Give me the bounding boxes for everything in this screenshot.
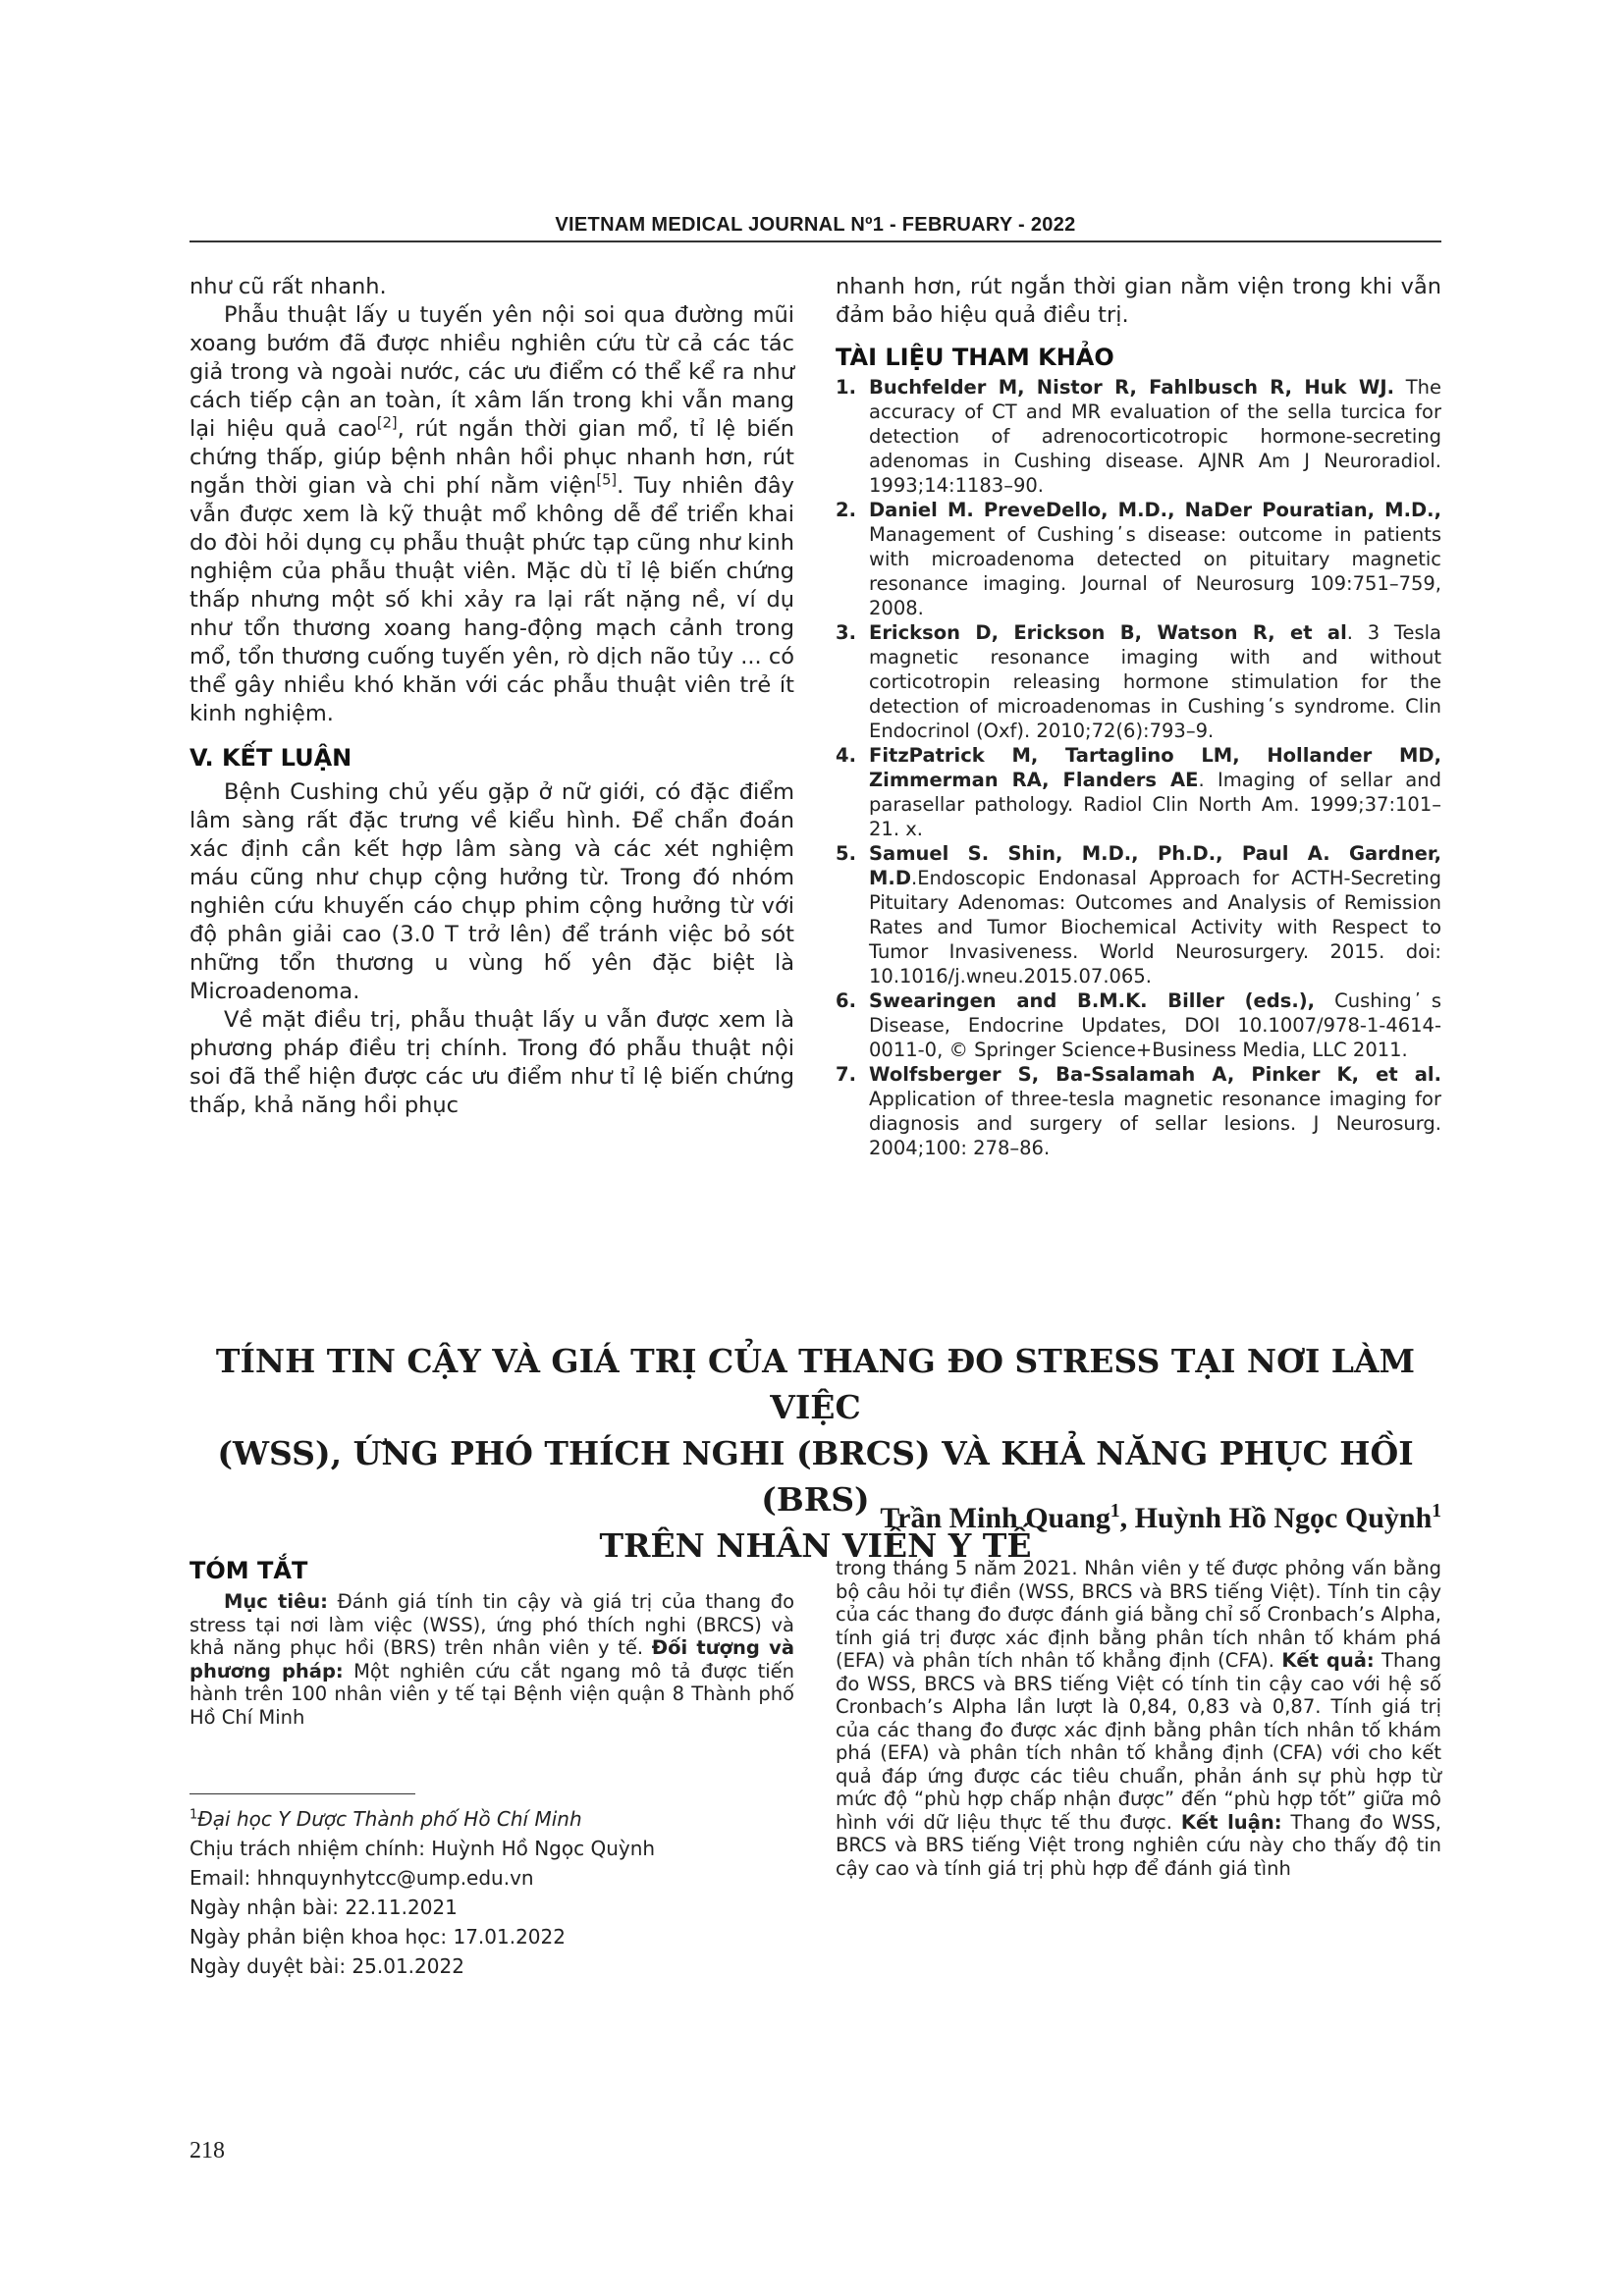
abstract-label: Đối tượng và phương pháp: bbox=[189, 1636, 794, 1682]
abstract-paragraph bbox=[836, 1557, 1441, 1880]
section-heading-conclusion: V. KẾT LUẬN bbox=[189, 744, 352, 772]
abstract-label: Kết quả: bbox=[1281, 1649, 1375, 1672]
footnote bbox=[189, 1804, 779, 1981]
summary-heading: TÓM TẮT bbox=[189, 1557, 308, 1584]
right-column bbox=[836, 273, 1441, 1160]
reference-item bbox=[836, 375, 1441, 498]
footnote-responsible: Chịu trách nhiệm chính: Huỳnh Hồ Ngọc Quỳnh bbox=[189, 1837, 656, 1860]
affiliation-text: Đại học Y Dược Thành phố Hồ Chí Minh bbox=[197, 1807, 582, 1831]
abstract-text: Đánh giá tính tin cậy và giá trị của thang đo stress tại nơi làm việc (WSS), ứng phó thích nghi (BRCS) và khả năng phục hồi (BRS) trên nhân viên y tế. bbox=[189, 1590, 795, 1659]
footnote-email: Email: hhnquynhytcc@ump.edu.vn bbox=[189, 1866, 534, 1890]
reference-authors: FitzPatrick M, Tartaglino LM, Hollander MD, Zimmerman RA, Flanders AE bbox=[869, 744, 1441, 791]
abstract-text: Một nghiên cứu cắt ngang mô tả được tiến hành trên 100 nhân viên y tế tại Bệnh viện quận 8 Thành phố Hồ Chí Minh bbox=[189, 1659, 794, 1729]
paragraph-text: , rút ngắn thời gian mổ, tỉ lệ biến chứng thấp, giúp bệnh nhân hồi phục nhanh hơn, rút ngắn thời gian và chi phí nằm viện bbox=[189, 416, 794, 499]
reference-text: Management of Cushing ̕s disease: outcome in patients with microadenoma detected on pituitary magnetic resonance imaging. Journal of Neurosurg 109:751–759, 2008. bbox=[869, 523, 1441, 619]
footnote-reviewed: Ngày phản biện khoa học: 17.01.2022 bbox=[189, 1925, 566, 1949]
reference-authors: Samuel S. Shin, M.D., Ph.D., Paul A. Gardner, M.D bbox=[869, 842, 1441, 889]
author-separator: , bbox=[1119, 1502, 1135, 1534]
reference-text: Application of three-tesla magnetic resonance imaging for diagnosis and surgery of sellar lesions. J Neurosurg. 2004;100: 278–86. bbox=[869, 1088, 1441, 1159]
author-name: Trần Minh Quang bbox=[880, 1502, 1110, 1534]
references-list bbox=[836, 375, 1441, 1160]
title-line: (WSS), ỨNG PHÓ THÍCH NGHI (BRCS) VÀ KHẢ NĂNG PHỤC HỒI (BRS) bbox=[217, 1434, 1414, 1519]
abstract-label: Kết luận: bbox=[1180, 1810, 1282, 1834]
footnote-accepted: Ngày duyệt bài: 25.01.2022 bbox=[189, 1954, 464, 1978]
paragraph-continued-right: nhanh hơn, rút ngắn thời gian nằm viện trong khi vẫn đảm bảo hiệu quả điều trị. bbox=[836, 274, 1441, 328]
paragraph-text: . Tuy nhiên đây vẫn được xem là kỹ thuật mổ không dễ để triển khai do đòi hỏi dụng cụ phẫu thuật phức tạp cũng như kinh nghiệm của phẫu thuật viên. Mặc dù tỉ lệ biến chứng thấp nhưng một số khi xảy ra lại rất nặng nề, ví dụ như tổn thương xoang hang-động mạch cảnh trong mổ, tổn thương cuống tuyến yên, rò dịch não tủy ... có thể gây nhiều khó khăn với các phẫu thuật viên trẻ ít kinh nghiệm. bbox=[189, 473, 794, 726]
reference-number: 2. bbox=[836, 499, 856, 521]
reference-item bbox=[836, 988, 1441, 1062]
page-number: 218 bbox=[189, 2138, 225, 2163]
authors bbox=[880, 1502, 1441, 1535]
reference-number: 1. bbox=[836, 376, 856, 399]
reference-number: 7. bbox=[836, 1063, 856, 1086]
citation-2: [2] bbox=[376, 414, 398, 432]
reference-text: The accuracy of CT and MR evaluation of the sella turcica for detection of adrenocorticotropic hormone-secreting adenomas in Cushing disease. AJNR Am J Neuroradiol. 1993;14:1183–90. bbox=[869, 376, 1442, 497]
reference-authors: Buchfelder M, Nistor R, Fahlbusch R, Huk WJ. bbox=[869, 376, 1395, 399]
reference-number: 5. bbox=[836, 842, 856, 865]
footnote-affiliation bbox=[189, 1804, 779, 1834]
reference-number: 4. bbox=[836, 744, 856, 767]
reference-number: 6. bbox=[836, 989, 856, 1012]
author-name: Huỳnh Hồ Ngọc Quỳnh bbox=[1134, 1502, 1433, 1534]
reference-authors: Erickson D, Erickson B, Watson R, et al bbox=[869, 621, 1347, 644]
left-column bbox=[189, 273, 794, 1120]
reference-authors: Wolfsberger S, Ba-Ssalamah A, Pinker K, et al. bbox=[869, 1063, 1441, 1086]
reference-text: Cushing ̕s Disease, Endocrine Updates, DOI 10.1007/978-1-4614-0011-0, © Springer Science+Business Media, LLC 2011. bbox=[869, 989, 1441, 1061]
abstract-right bbox=[836, 1557, 1441, 1880]
reference-item bbox=[836, 743, 1441, 841]
abstract-paragraph bbox=[189, 1590, 794, 1729]
reference-item bbox=[836, 620, 1441, 743]
reference-authors: Swearingen and B.M.K. Biller (eds.), bbox=[869, 989, 1316, 1012]
abstract-text: trong tháng 5 năm 2021. Nhân viên y tế được phỏng vấn bằng bộ câu hỏi tự điền (WSS, BRCS và BRS tiếng Việt). Tính tin cậy của các thang đo được đánh giá bằng chỉ số Cronbach’s Alpha, tính giá trị được xác định bằng phân tích nhân tố khám phá (EFA) và phân tích nhân tố khẳng định (CFA). bbox=[836, 1557, 1441, 1672]
running-header: VIETNAM MEDICAL JOURNAL Nº1 - FEBRUARY - 2022 bbox=[555, 214, 1076, 236]
reference-item bbox=[836, 498, 1441, 620]
title-line: TÍNH TIN CẬY VÀ GIÁ TRỊ CỦA THANG ĐO STRESS TẠI NƠI LÀM VIỆC bbox=[215, 1342, 1416, 1426]
abstract-left bbox=[189, 1590, 794, 1729]
title-line: TRÊN NHÂN VIÊN Y TẾ bbox=[599, 1526, 1032, 1565]
reference-text: .Endoscopic Endonasal Approach for ACTH-Secreting Pituitary Adenomas: Outcomes and Analysis of Remission Rates and Tumor Biochemical Activity with Respect to Tumor Invasiveness. World Neurosurgery. 2015. doi: 10.1016/j.wneu.2015.07.065. bbox=[869, 867, 1441, 988]
paragraph-text: Phẫu thuật lấy u tuyến yên nội soi qua đường mũi xoang bướm đã được nhiều nghiên cứu từ cả các tác giả trong và ngoài nước, các ưu điểm có thể kể ra như cách tiếp cận an toàn, ít xâm lấn trong khi vẫn mang lại hiệu quả cao bbox=[189, 302, 794, 442]
citation-5: [5] bbox=[596, 471, 618, 489]
author-affiliation-mark: 1 bbox=[1110, 1501, 1120, 1522]
reference-authors: Daniel M. PreveDello, M.D., NaDer Pouratian, M.D., bbox=[869, 499, 1441, 521]
reference-item bbox=[836, 1062, 1441, 1160]
footnote-received: Ngày nhận bài: 22.11.2021 bbox=[189, 1896, 458, 1919]
header-rule bbox=[189, 240, 1441, 242]
abstract-text: Thang đo WSS, BRCS và BRS tiếng Việt có tính tin cậy cao với hệ số Cronbach’s Alpha lần lượt là 0,84, 0,83 và 0,87. Tính giá trị của các thang đo được xác định bằng phân tích nhân tố khám phá (EFA) và phân tích nhân tố khẳng định (CFA) với cho kết quả đáp ứng được các tiêu chuẩn, phản ánh sự phù hợp từ mức độ “phù hợp chấp nhận được” đến “phù hợp tốt” giữa mô hình với dữ liệu thực tế thu được. bbox=[836, 1649, 1442, 1834]
footnote-rule bbox=[189, 1793, 415, 1794]
reference-number: 3. bbox=[836, 621, 856, 644]
author-affiliation-mark: 1 bbox=[1432, 1501, 1441, 1522]
paragraph-conclusion-1: Bệnh Cushing chủ yếu gặp ở nữ giới, có đặc điểm lâm sàng rất đặc trưng về kiểu hình. Để chẩn đoán xác định cần kết hợp lâm sàng và các xét nghiệm máu cũng như chụp cộng hưởng từ. Trong đó nhóm nghiên cứu khuyến cáo chụp phim cộng hưởng từ với độ phân giải cao (3.0 T trở lên) để tránh việc bỏ sót những tổn thương u vùng hố yên đặc biệt là Microadenoma. bbox=[189, 779, 794, 1004]
abstract-text: Thang đo WSS, BRCS và BRS tiếng Việt trong nghiên cứu này cho thấy độ tin cậy cao và tính giá trị phù hợp để đánh giá tình bbox=[836, 1810, 1441, 1880]
paragraph-surgery bbox=[189, 301, 794, 728]
paragraph-conclusion-2: Về mặt điều trị, phẫu thuật lấy u vẫn được xem là phương pháp điều trị chính. Trong đó phẫu thuật nội soi đã thể hiện được các ưu điểm như tỉ lệ biến chứng thấp, khả năng hồi phục bbox=[189, 1007, 794, 1118]
reference-text: . Imaging of sellar and parasellar pathology. Radiol Clin North Am. 1999;37:101–21. x. bbox=[869, 769, 1441, 840]
reference-item bbox=[836, 841, 1441, 988]
references-heading: TÀI LIỆU THAM KHẢO bbox=[836, 344, 1114, 371]
paragraph-continued: như cũ rất nhanh. bbox=[189, 274, 387, 299]
reference-text: . 3 Tesla magnetic resonance imaging with and without corticotropin releasing hormone stimulation for the detection of microadenomas in Cushing ̕s syndrome. Clin Endocrinol (Oxf). 2010;72(6):793–9. bbox=[869, 621, 1441, 742]
footnote-mark: 1 bbox=[189, 1807, 198, 1823]
abstract-label: Mục tiêu: bbox=[224, 1590, 328, 1613]
